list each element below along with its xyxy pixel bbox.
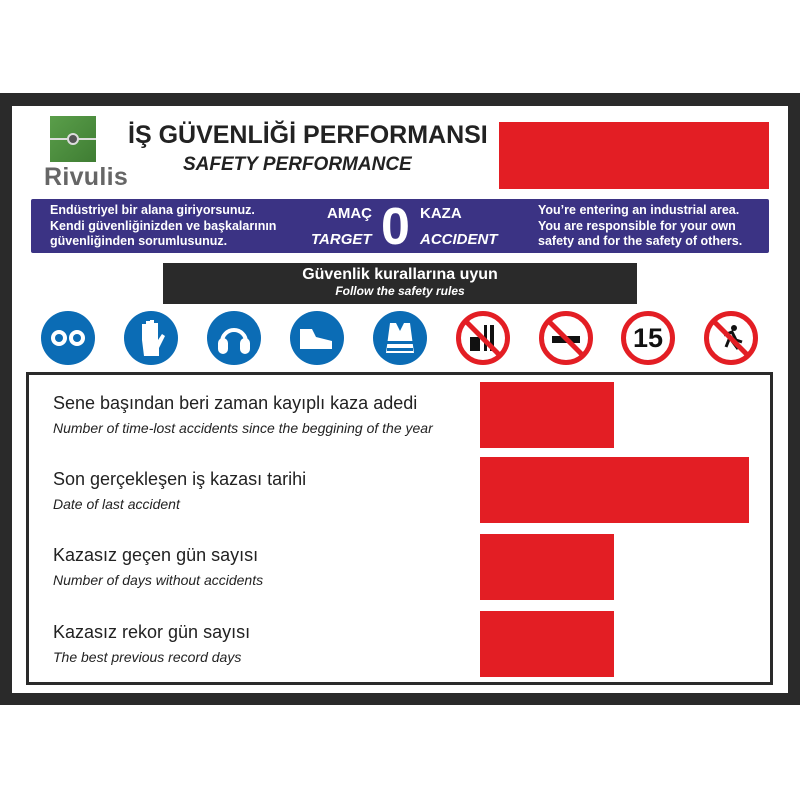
banner-left-line: güvenliğinden sorumlusunuz. <box>50 234 228 248</box>
rules-subtitle: Follow the safety rules <box>335 284 465 298</box>
banner-right-text <box>538 203 742 250</box>
no-eating-drinking-icon <box>456 311 510 365</box>
stat-label: Kazasız rekor gün sayısı <box>53 622 251 642</box>
page-subtitle: SAFETY PERFORMANCE <box>183 154 412 175</box>
stat-value-box <box>480 611 614 677</box>
gloves-icon <box>124 311 178 365</box>
target-label: TARGET <box>311 231 372 248</box>
zero-value: 0 <box>381 198 410 256</box>
kaza-label: KAZA <box>420 205 462 222</box>
safety-rules-header <box>163 263 637 304</box>
target-banner <box>31 198 769 256</box>
stat-value-box <box>480 382 614 448</box>
no-smoking-icon <box>539 311 593 365</box>
stat-sublabel: Date of last accident <box>53 496 180 512</box>
speed-limit-15-icon <box>621 311 675 365</box>
rules-title: Güvenlik kurallarına uyun <box>302 266 498 283</box>
safety-shoes-icon <box>290 311 344 365</box>
banner-left-text <box>50 203 276 250</box>
stat-sublabel: Number of days without accidents <box>53 572 264 588</box>
goggles-icon <box>41 311 95 365</box>
banner-right-line: You are responsible for your own <box>538 218 736 233</box>
header-red-panel <box>499 122 769 189</box>
stat-sublabel: The best previous record days <box>53 649 242 665</box>
speed-limit-value: 15 <box>632 322 664 353</box>
stat-value-box <box>480 534 614 600</box>
banner-left-line: Endüstriyel bir alana giriyorsunuz. <box>50 203 255 217</box>
stat-label: Son gerçekleşen iş kazası tarihi <box>53 469 307 489</box>
logo-text: Rivulis <box>44 163 129 191</box>
ear-protection-icon <box>207 311 261 365</box>
page-title: İŞ GÜVENLİĞİ PERFORMANSI <box>128 121 488 149</box>
hi-vis-vest-icon <box>373 311 427 365</box>
amac-label: AMAÇ <box>327 205 372 222</box>
stat-sublabel: Number of time-lost accidents since the beggining of the year <box>53 420 433 436</box>
banner-right-line: You’re entering an industrial area. <box>538 203 740 217</box>
banner-left-line: Kendi güvenliğinizden ve başkalarının <box>50 218 277 233</box>
accident-label: ACCIDENT <box>420 231 498 248</box>
banner-right-line: safety and for the safety of others. <box>538 234 743 248</box>
stat-label: Kazasız geçen gün sayısı <box>53 545 259 565</box>
no-running-icon <box>704 311 758 365</box>
stat-value-box <box>480 457 749 523</box>
stat-label: Sene başından beri zaman kayıplı kaza adedi <box>53 393 418 413</box>
rivulis-logo-icon <box>50 116 96 162</box>
